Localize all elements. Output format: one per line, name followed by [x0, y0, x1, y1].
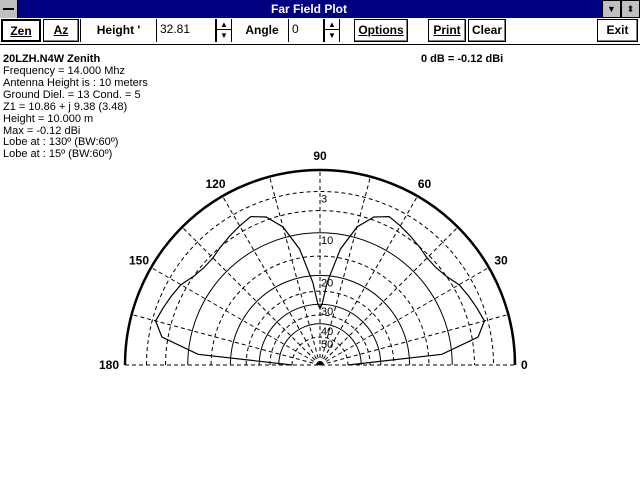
angle-label: 60 [417, 177, 432, 192]
angle-label: 120 [205, 177, 226, 192]
clear-button-label: Clear [471, 23, 503, 37]
info-frequency: Frequency = 14.000 Mhz [3, 65, 125, 77]
ring-label: 3 [321, 193, 328, 206]
plot-name: 20LZH.N4W Zenith [3, 53, 101, 65]
print-button-label: Print [433, 23, 461, 37]
ring-label: 10 [321, 234, 334, 247]
spoke [320, 268, 489, 366]
polar-labels [99, 149, 528, 372]
info-lobe-2: Lobe at : 15º (BW:60º) [3, 148, 113, 161]
angle-label: Angle [245, 23, 279, 37]
spoke [320, 196, 418, 365]
azimuth-button-label: Az [53, 23, 69, 37]
angle-label: 180 [98, 358, 119, 372]
spoke [151, 268, 320, 366]
restore-icon: ⬍ [626, 4, 635, 14]
angle-label: 0 [521, 358, 528, 372]
ring-label: 30 [321, 306, 334, 319]
info-lobe-1: Lobe at : 130º (BW:60º) [3, 136, 119, 149]
db-reference: 0 dB = -0.12 dBi [421, 53, 504, 65]
height-input[interactable]: 32.81 [156, 19, 216, 42]
info-impedance: Z1 = 10.86 + j 9.38 (3.48) [3, 100, 128, 113]
spinner-down-icon[interactable]: ▼ [328, 31, 336, 40]
info-height: Height = 10.000 m [3, 112, 94, 125]
ring-label: 20 [321, 277, 334, 290]
spoke [223, 196, 321, 365]
options-button-label: Options [358, 23, 404, 37]
ring-label: 40 [321, 325, 334, 338]
info-antenna-height: Antenna Height is : 10 meters [3, 76, 148, 89]
polar-grid [125, 170, 515, 365]
spinner-up-icon[interactable]: ▲ [217, 19, 231, 30]
window-title: Far Field Plot [270, 2, 347, 16]
height-label: Height ' [80, 19, 156, 42]
ring-label: 50 [321, 339, 334, 352]
info-ground: Ground Diel. = 13 Cond. = 5 [3, 88, 141, 101]
spinner-up-icon[interactable]: ▲ [325, 19, 339, 30]
spoke [270, 177, 320, 365]
angle-label: 90 [313, 149, 327, 163]
angle-label: 30 [494, 253, 508, 268]
zenith-button-label: Zen [10, 24, 32, 38]
angle-label: 150 [128, 253, 150, 268]
exit-button-label: Exit [606, 23, 629, 37]
info-max: Max = -0.12 dBi [3, 124, 81, 137]
minimize-icon: ▼ [607, 4, 616, 14]
angle-input[interactable]: 0 [288, 19, 324, 42]
spinner-down-icon[interactable]: ▼ [220, 31, 228, 40]
